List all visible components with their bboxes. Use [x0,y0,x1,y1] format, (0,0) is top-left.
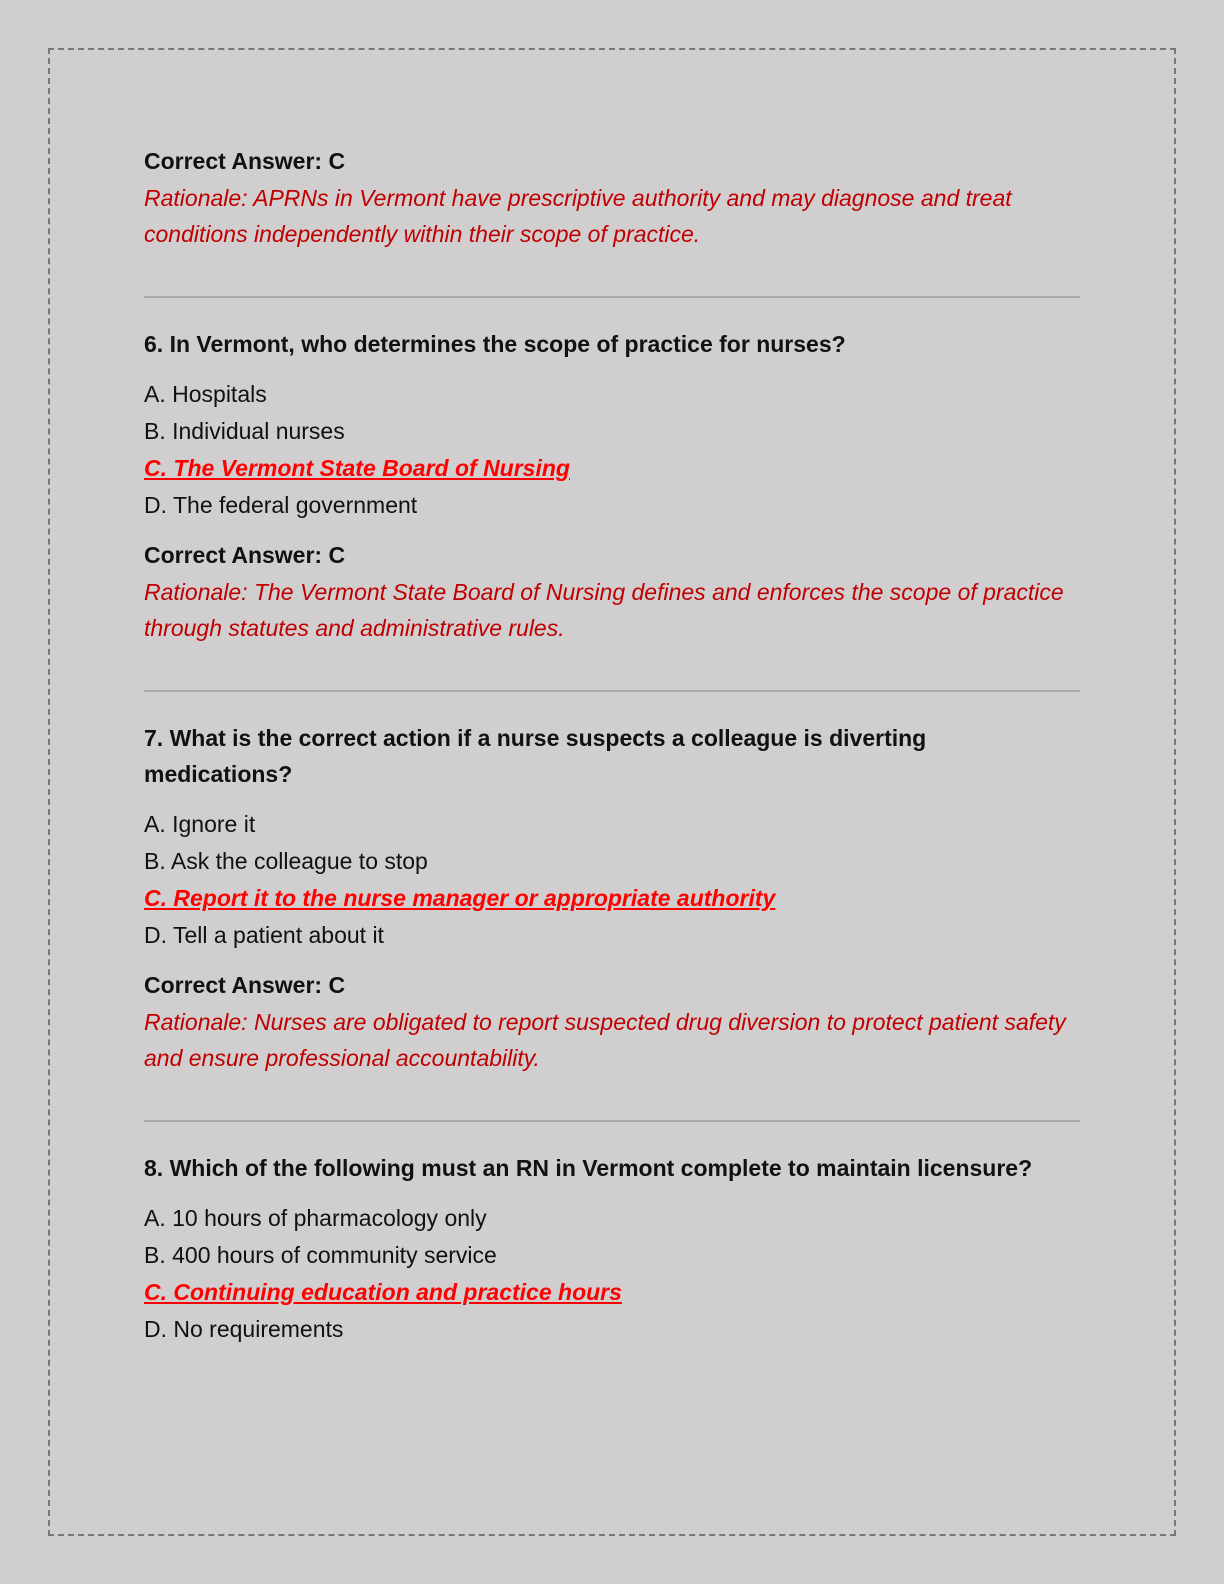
document-content [144,146,1080,1364]
rationale-text: Rationale: APRNs in Vermont have prescriptive authority and may diagnose and treat conditions independently within their scope of practice. [144,185,1012,247]
question-8 [144,1150,1080,1348]
question-text: 6. In Vermont, who determines the scope of practice for nurses? [144,331,846,357]
correct-answer-label: Correct Answer: C [144,972,346,998]
option-c-correct: C. Continuing education and practice hours [144,1279,622,1305]
answer-options [144,806,1080,954]
correct-answer-label: Correct Answer: C [144,148,346,174]
section-divider [144,690,1080,692]
option-d: D. The federal government [144,492,418,518]
option-c-correct: C. Report it to the nurse manager or appropriate authority [144,885,776,911]
correct-answer-label: Correct Answer: C [144,542,346,568]
question-text: 7. What is the correct action if a nurse suspects a colleague is diverting medications? [144,725,927,787]
option-c-correct: C. The Vermont State Board of Nursing [144,455,570,481]
option-d: D. Tell a patient about it [144,922,384,948]
question-6 [144,326,1080,646]
option-a: A. 10 hours of pharmacology only [144,1205,487,1231]
rationale-text: Rationale: The Vermont State Board of Nursing defines and enforces the scope of practice through statutes and administrative rules. [144,579,1064,641]
option-d: D. No requirements [144,1316,344,1342]
option-b: B. Ask the colleague to stop [144,848,428,874]
rationale-text: Rationale: Nurses are obligated to report suspected drug diversion to protect patient safety and ensure professional accountability. [144,1009,1066,1071]
section-divider [144,296,1080,298]
option-b: B. 400 hours of community service [144,1242,497,1268]
answer-options [144,376,1080,524]
option-b: B. Individual nurses [144,418,345,444]
section-divider [144,1120,1080,1122]
option-a: A. Ignore it [144,811,256,837]
question-5-answer-block [144,146,1080,252]
question-7 [144,720,1080,1076]
answer-options [144,1200,1080,1348]
option-a: A. Hospitals [144,381,267,407]
question-text: 8. Which of the following must an RN in Vermont complete to maintain licensure? [144,1155,1033,1181]
